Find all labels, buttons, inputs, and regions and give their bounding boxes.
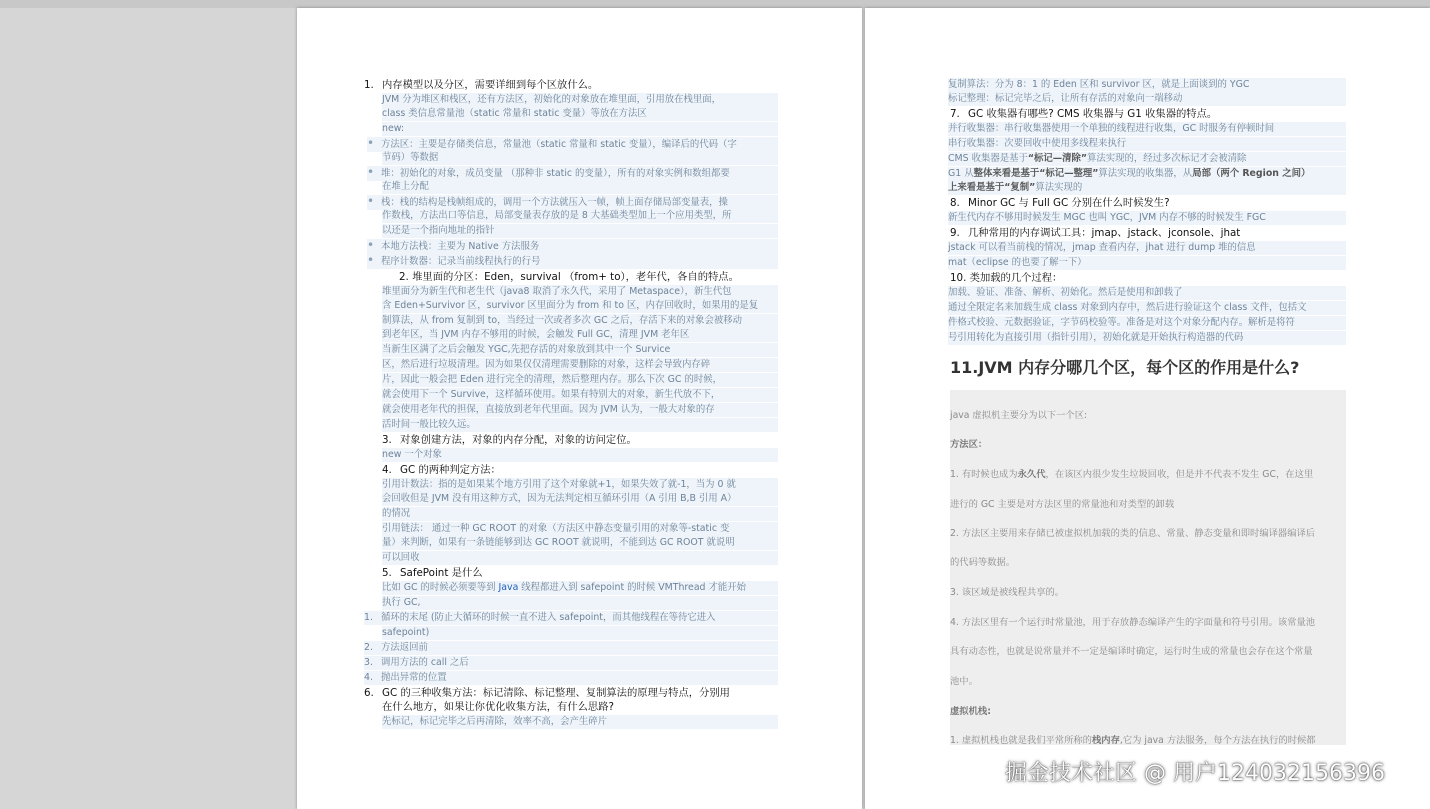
numbered-item: 1. 循环的末尾 (防止大循环的时候一直不进入 safepoint，而其他线程在等待它进入 bbox=[364, 611, 778, 625]
subheading-vm-stack: 虚拟机栈: bbox=[950, 706, 991, 717]
text-line: 当新生区满了之后会触发 YGC,先把存活的对象放到其中一个 Survice bbox=[382, 343, 778, 357]
text-line: 加载、验证、准备、解析、初始化。然后是使用和卸载了 bbox=[948, 286, 1346, 300]
text-line: 串行收集器：次要回收中使用多线程来执行 bbox=[948, 137, 1346, 151]
section-2-heading: 2. 堆里面的分区：Eden，survival （from+ to），老年代，各自的特点。 bbox=[399, 271, 739, 283]
text-line: java 虚拟机主要分为以下一个区: bbox=[950, 410, 1088, 421]
text-line: 复制算法：分为 8：1 的 Eden 区和 survivor 区，就是上面谈到的 YGC bbox=[948, 78, 1346, 92]
bullet-item: • 方法区：主要是存储类信息，常量池（static 常量和 static 变量），编译后的代码（字 bbox=[367, 137, 778, 152]
numbered-item: 2. 方法返回前 bbox=[364, 641, 778, 655]
text-line: 并行收集器：串行收集器使用一个单独的线程进行收集，GC 时服务有停顿时间 bbox=[948, 122, 1346, 136]
bullet-item: • 程序计数器：记录当前线程执行的行号 bbox=[367, 254, 778, 269]
text-line: 量）来判断，如果有一条链能够到达 GC ROOT 就说明，不能到达 GC ROOT 就说明 bbox=[382, 536, 778, 550]
text-line: 的代码等数据。 bbox=[950, 557, 1016, 568]
text-line: class 类信息常量池（static 常量和 static 变量）等放在方法区 bbox=[382, 107, 778, 121]
text-line: 片，因此一般会把 Eden 进行完全的清理，然后整理内存。那么下次 GC 的时候， bbox=[382, 373, 778, 387]
text-line: 到老年区，当 JVM 内存不够用的时候，会触发 Full GC，清理 JVM 老年区 bbox=[382, 328, 778, 342]
bullet-item: • 堆：初始化的对象，成员变量 （那种非 static 的变量），所有的对象实例和数组都要 bbox=[367, 166, 778, 181]
text-line: 就会使用老年代的担保，直接放到老年代里面。因为 JVM 认为，一般大对象的存 bbox=[382, 403, 778, 417]
section-5-heading: 5. SafePoint 是什么 bbox=[382, 567, 483, 579]
bullet-icon: • bbox=[367, 194, 375, 208]
text-line: 含 Eden+Survivor 区，survivor 区里面分为 from 和 to 区，内存回收时，如果用的是复 bbox=[382, 299, 778, 313]
section-9-heading: 9. 几种常用的内存调试工具：jmap、jstack、jconsole、jhat bbox=[950, 227, 1241, 239]
numbered-item: 3. 调用方法的 call 之后 bbox=[364, 656, 778, 670]
text-line: 进行的 GC 主要是对方法区里的常量池和对类型的卸载 bbox=[950, 499, 1175, 510]
text-line: 执行 GC, bbox=[382, 596, 778, 610]
text-line: 具有动态性，也就是说常量并不一定是编译时确定，运行时生成的常量也会存在这个常量 bbox=[950, 646, 1313, 657]
viewer-top-strip bbox=[0, 0, 1430, 8]
text-line: 以还是一个指向地址的指针 bbox=[382, 224, 778, 238]
text-line: jstack 可以看当前栈的情况，jmap 查看内存，jhat 进行 dump 堆的信息 bbox=[948, 241, 1346, 255]
text-line: 在堆上分配 bbox=[382, 180, 778, 194]
text-line: 制算法，从 from 复制到 to，当经过一次或者多次 GC 之后，存活下来的对象会被移动 bbox=[382, 314, 778, 328]
text-line: 节码）等数据 bbox=[382, 151, 778, 165]
text-line: 通过全限定名来加载生成 class 对象到内存中，然后进行验证这个 class 文件，包括文 bbox=[948, 301, 1346, 315]
subheading-method-area: 方法区： bbox=[950, 439, 988, 450]
text-line: G1 从整体来看是基于“标记—整理”算法实现的收集器，从局部（两个 Region 之间） bbox=[948, 167, 1346, 181]
quoted-content-block bbox=[950, 390, 1346, 745]
text-line: 就会使用下一个 Survive，这样循环使用。如果有特别大的对象，新生代放不下， bbox=[382, 388, 778, 402]
text-line: JVM 分为堆区和栈区，还有方法区，初始化的对象放在堆里面，引用放在栈里面， bbox=[382, 93, 778, 107]
section-7-heading: 7. GC 收集器有哪些? CMS 收集器与 G1 收集器的特点。 bbox=[950, 108, 1218, 120]
text-line: 活时间一般比较久远。 bbox=[382, 418, 778, 432]
text-line: new: bbox=[382, 122, 778, 136]
text-line: 作数栈，方法出口等信息，局部变量表存放的是 8 大基础类型加上一个应用类型，所 bbox=[382, 209, 778, 223]
text-line: 池中。 bbox=[950, 676, 978, 687]
bullet-icon: • bbox=[367, 238, 375, 252]
bullet-icon: • bbox=[367, 253, 375, 267]
section-6-heading-cont: 在什么地方，如果让你优化收集方法，有什么思路? bbox=[382, 701, 614, 713]
text-line: 新生代内存不够用时候发生 MGC 也叫 YGC，JVM 内存不够的时候发生 FGC bbox=[948, 211, 1346, 225]
text-line: 比如 GC 的时候必须要等到 Java 线程都进入到 safepoint 的时候 VMThread 才能开始 bbox=[382, 581, 778, 595]
text-line: 号引用转化为直接引用（指针引用），初始化就是开始执行构造器的代码 bbox=[948, 331, 1346, 345]
text-line: 1. 有时候也成为永久代，在该区内很少发生垃圾回收，但是并不代表不发生 GC，在这里 bbox=[950, 469, 1314, 480]
bullet-icon: • bbox=[367, 165, 375, 179]
text-line: 的情况 bbox=[382, 507, 778, 521]
section-1-heading: 1. 内存模型以及分区，需要详细到每个区放什么。 bbox=[364, 79, 599, 91]
text-line: 引用计数法：指的是如果某个地方引用了这个对象就+1，如果失效了就-1，当为 0 就 bbox=[382, 478, 778, 492]
document-page-right[interactable] bbox=[865, 8, 1430, 809]
section-10-heading: 10. 类加载的几个过程： bbox=[950, 272, 1063, 284]
text-line: 1. 虚拟机栈也就是我们平常所称的栈内存,它为 java 方法服务，每个方法在执行的时候都 bbox=[950, 735, 1316, 746]
text-line: 会回收但是 JVM 没有用这种方式，因为无法判定相互循环引用（A 引用 B,B 引用 A） bbox=[382, 492, 778, 506]
text-line: 件格式校验、元数据验证，字节码校验等。准备是对这个对象分配内存。解析是将符 bbox=[948, 316, 1346, 330]
text-line: 2. 方法区主要用来存储已被虚拟机加载的类的信息、常量、静态变量和即时编译器编译后 bbox=[950, 528, 1316, 539]
text-line: 标记整理：标记完毕之后，让所有存活的对象向一端移动 bbox=[948, 92, 1346, 106]
text-line: mat（eclipse 的也要了解一下） bbox=[948, 256, 1346, 270]
text-line: 3. 该区域是被线程共享的。 bbox=[950, 587, 1065, 598]
text-line: 先标记，标记完毕之后再清除，效率不高，会产生碎片 bbox=[382, 715, 778, 729]
text-line: 堆里面分为新生代和老生代（java8 取消了永久代，采用了 Metaspace），新生代包 bbox=[382, 285, 778, 299]
text-line: CMS 收集器是基于“标记—清除”算法实现的，经过多次标记才会被清除 bbox=[948, 152, 1346, 166]
section-8-heading: 8. Minor GC 与 Full GC 分别在什么时候发生? bbox=[950, 197, 1170, 209]
bullet-item: • 栈：栈的结构是栈帧组成的，调用一个方法就压入一帧，帧上面存储局部变量表，操 bbox=[367, 195, 778, 210]
text-line: safepoint) bbox=[382, 626, 778, 640]
text-line: 引用链法： 通过一种 GC ROOT 的对象（方法区中静态变量引用的对象等-static 变 bbox=[382, 522, 778, 536]
text-line: new 一个对象 bbox=[382, 448, 778, 462]
text-line: 4. 方法区里有一个运行时常量池，用于存放静态编译产生的字面量和符号引用。该常量池 bbox=[950, 617, 1316, 628]
watermark: 掘金技术社区 @ 用户124032156396 bbox=[1005, 761, 1385, 786]
section-4-heading: 4. GC 的两种判定方法： bbox=[382, 464, 501, 476]
text-line: 上来看是基于“复制”算法实现的 bbox=[948, 181, 1346, 195]
java-link[interactable]: Java bbox=[498, 582, 519, 593]
bullet-icon: • bbox=[367, 136, 375, 150]
section-6-heading: 6. GC 的三种收集方法：标记清除、标记整理、复制算法的原理与特点，分别用 bbox=[364, 687, 730, 699]
section-11-title: 11.JVM 内存分哪几个区，每个区的作用是什么? bbox=[950, 358, 1300, 377]
section-3-heading: 3. 对象创建方法，对象的内存分配，对象的访问定位。 bbox=[382, 434, 637, 446]
text-line: 可以回收 bbox=[382, 551, 778, 565]
text-line: 区，然后进行垃圾清理。因为如果仅仅清理需要删除的对象，这样会导致内存碎 bbox=[382, 358, 778, 372]
numbered-item: 4. 抛出异常的位置 bbox=[364, 671, 778, 685]
bullet-item: • 本地方法栈：主要为 Native 方法服务 bbox=[367, 239, 778, 254]
document-page-left[interactable] bbox=[297, 8, 862, 809]
